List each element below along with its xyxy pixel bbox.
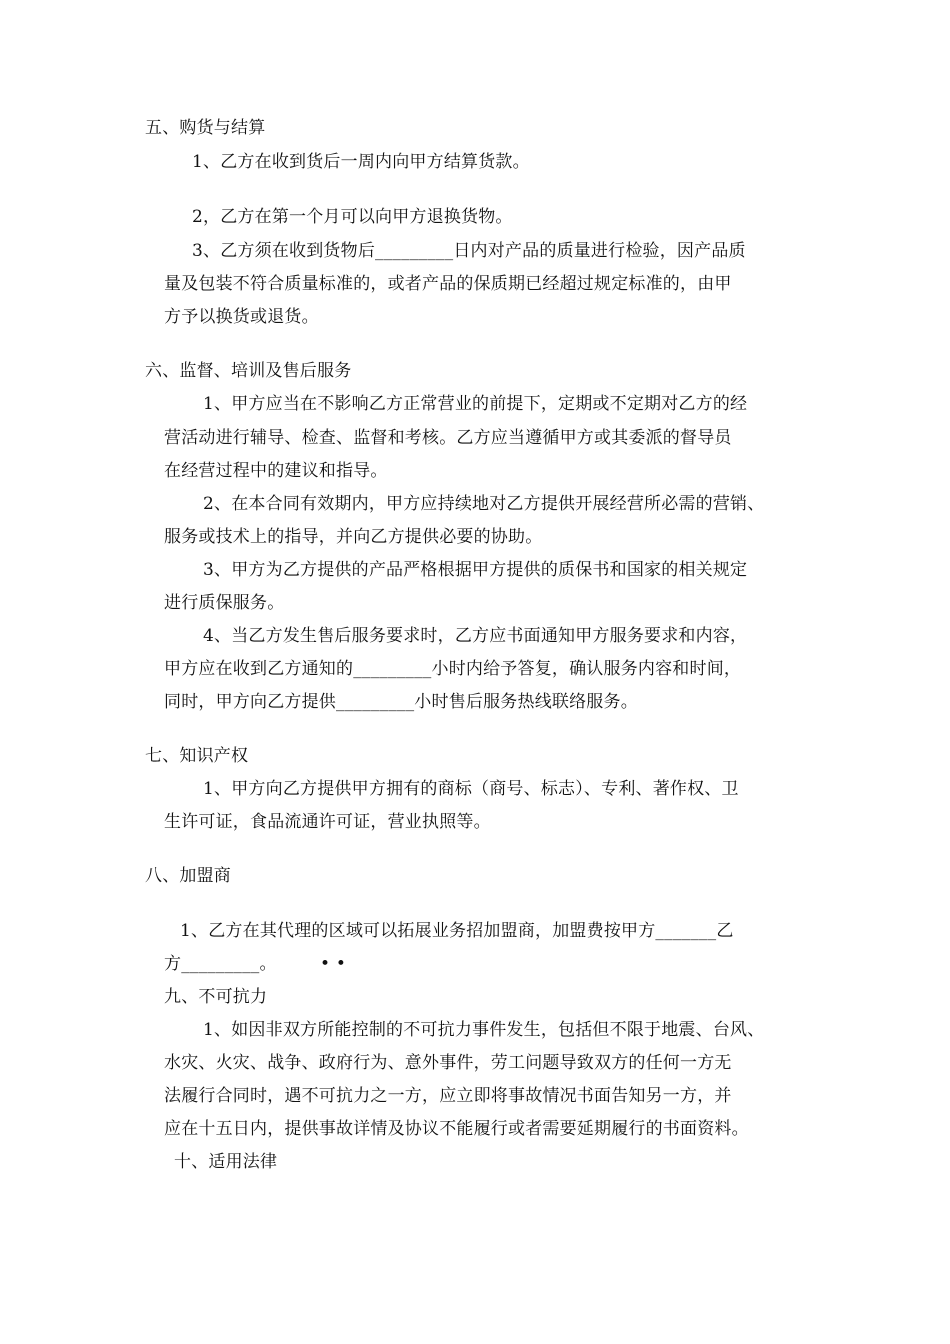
paragraph-line: 同时，甲方向乙方提供_________小时售后服务热线联络服务。 (164, 692, 638, 712)
section-heading: 十、适用法律 (174, 1152, 278, 1172)
paragraph-line: 4、当乙方发生售后服务要求时，乙方应书面通知甲方服务要求和内容， (203, 626, 748, 646)
paragraph-line: 1、甲方应当在不影响乙方正常营业的前提下，定期或不定期对乙方的经 (203, 394, 748, 414)
paragraph-line: 甲方应在收到乙方通知的_________小时内给予答复，确认服务内容和时间， (164, 659, 742, 679)
paragraph-line: 生许可证，食品流通许可证，营业执照等。 (164, 812, 491, 832)
paragraph-line: 应在十五日内，提供事故详情及协议不能履行或者需要延期履行的书面资料。 (164, 1119, 749, 1139)
paragraph-line: 3、乙方须在收到货物后_________日内对产品的质量进行检验，因产品质 (192, 241, 746, 261)
section-heading: 七、知识产权 (145, 746, 249, 766)
stray-dots: • • (320, 954, 347, 974)
paragraph-line: 量及包装不符合质量标准的，或者产品的保质期已经超过规定标准的，由甲 (164, 274, 732, 294)
paragraph-line: 2、在本合同有效期内，甲方应持续地对乙方提供开展经营所必需的营销、 (203, 494, 765, 514)
paragraph-line: 1、乙方在收到货后一周内向甲方结算货款。 (192, 152, 530, 172)
paragraph-line: 1、乙方在其代理的区域可以拓展业务招加盟商，加盟费按甲方_______乙 (180, 921, 734, 941)
paragraph-line: 方_________。 (164, 954, 277, 974)
paragraph-line: 法履行合同时，遇不可抗力之一方，应立即将事故情况书面告知另一方，并 (164, 1086, 732, 1106)
section-heading: 五、购货与结算 (145, 118, 266, 138)
section-heading: 六、监督、培训及售后服务 (145, 361, 352, 381)
paragraph-line: 服务或技术上的指导，并向乙方提供必要的协助。 (164, 527, 543, 547)
paragraph-line: 进行质保服务。 (164, 593, 285, 613)
paragraph-line: 2，乙方在第一个月可以向甲方退换货物。 (192, 207, 513, 227)
paragraph-line: 营活动进行辅导、检查、监督和考核。乙方应当遵循甲方或其委派的督导员 (164, 428, 732, 448)
section-heading: 九、不可抗力 (164, 987, 268, 1007)
paragraph-line: 方予以换货或退货。 (164, 307, 319, 327)
paragraph-line: 3、甲方为乙方提供的产品严格根据甲方提供的质保书和国家的相关规定 (203, 560, 748, 580)
paragraph-line: 1、甲方向乙方提供甲方拥有的商标（商号、标志）、专利、著作权、卫 (203, 779, 739, 799)
paragraph-line: 1、如因非双方所能控制的不可抗力事件发生，包括但不限于地震、台风、 (203, 1020, 765, 1040)
paragraph-line: 水灾、火灾、战争、政府行为、意外事件，劳工问题导致双方的任何一方无 (164, 1053, 732, 1073)
paragraph-line: 在经营过程中的建议和指导。 (164, 461, 388, 481)
section-heading: 八、加盟商 (145, 866, 231, 886)
